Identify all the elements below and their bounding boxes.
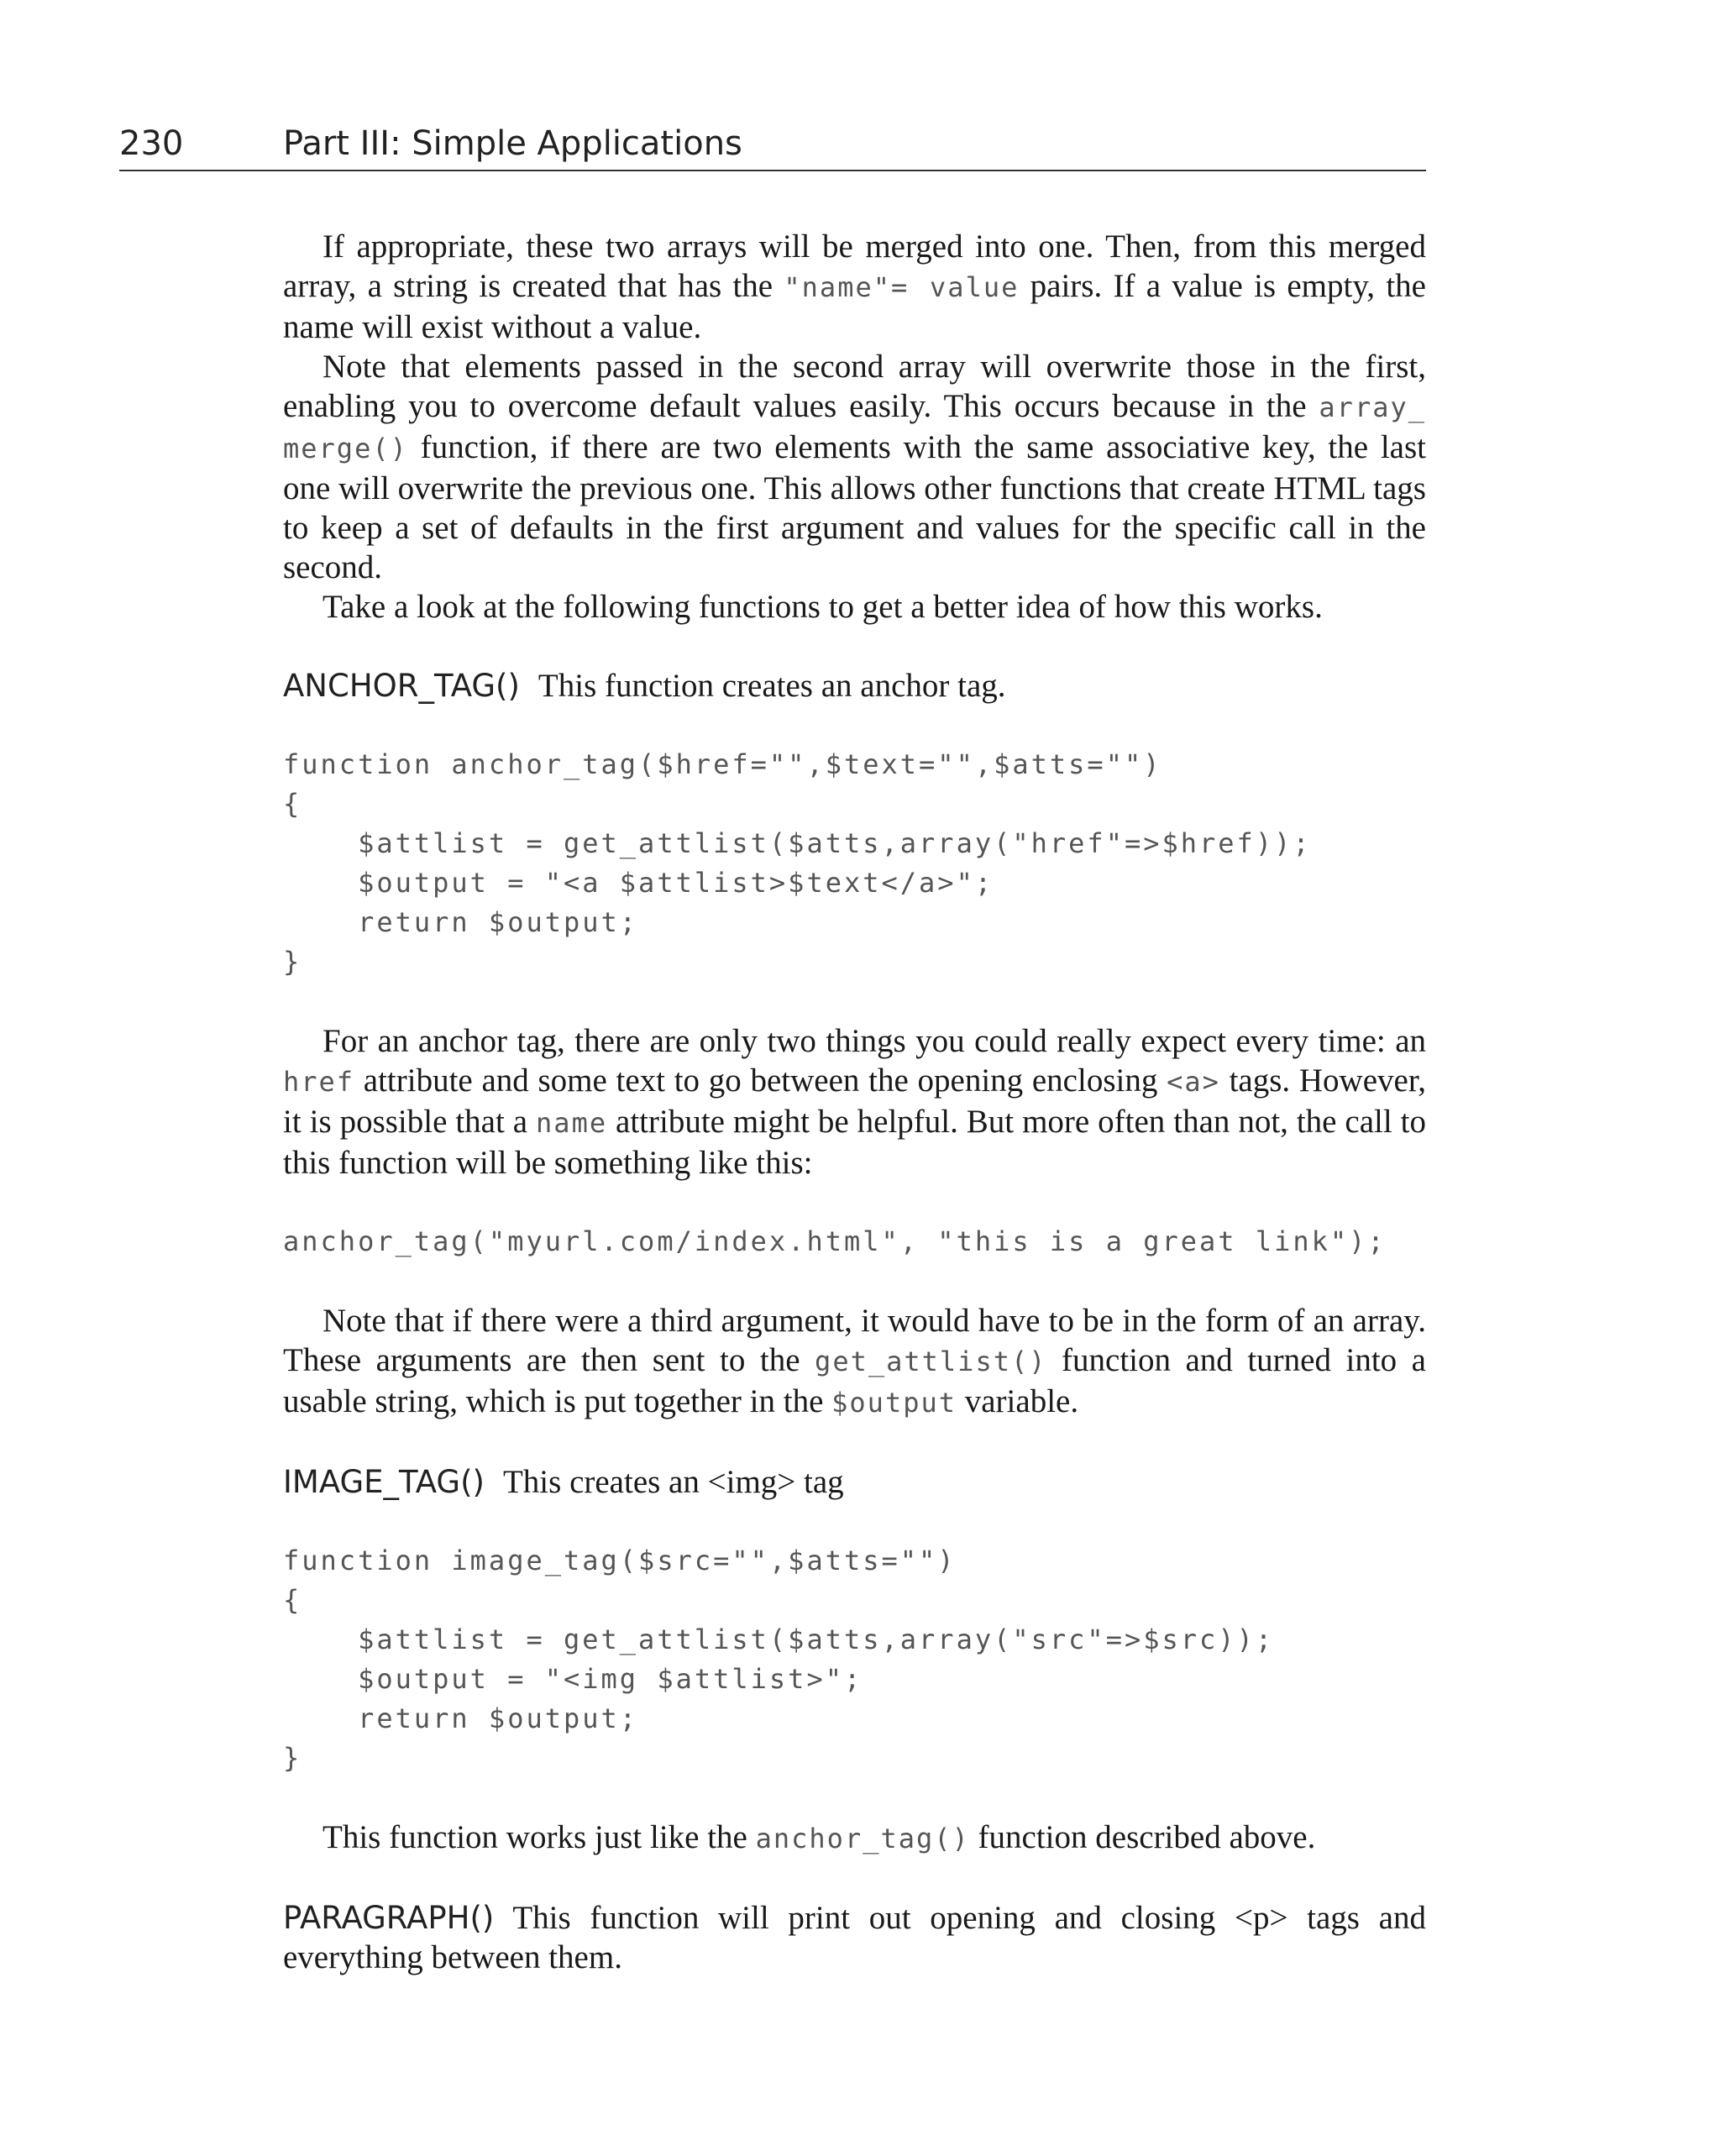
paragraph-third-argument: Note that if there were a third argument, it would have to be in the form of an array. These arguments are then sent to the get_attlist() function and turned into a usable string, which is put together in the $output variable. [283,1303,1426,1419]
paragraph-works-like-anchor: This function works just like the anchor_tag() function described above. [322,1819,1316,1855]
inline-code: name [536,1107,608,1139]
function-description: This creates an <img> tag [502,1464,844,1500]
anchor-tag-section-heading [283,666,1426,706]
running-header [119,118,1426,171]
paragraph-section-heading [283,1898,1426,1977]
inline-code: <a> [1167,1066,1220,1098]
inline-code: array_ merge() [283,391,1426,464]
anchor-tag-code-block: function anchor_tag($href="",$text="",$atts="") { $attlist = get_attlist($atts,array("href"=>$href)); $output = "<a $attlist>$text</a>"; return $output; } [283,748,1312,978]
paragraph-merge-arrays: If appropriate, these two arrays will be merged into one. Then, from this merged array, a string is created that has the "name"= value pairs. If a value is empty, the name will exist without a value. [283,228,1426,345]
inline-code: get_attlist() [815,1346,1047,1377]
page-body [283,227,1426,1977]
image-tag-code-block: function image_tag($src="",$atts="") { $attlist = get_attlist($atts,array("src"=>$src)); $output = "<img $attlist>"; return $output; } [283,1545,1275,1774]
anchor-tag-call-example: anchor_tag("myurl.com/index.html", "this is a great link"); [283,1225,1387,1257]
inline-code: anchor_tag() [755,1823,970,1854]
function-heading: IMAGE_TAG() [283,1464,485,1500]
part-title: Part III: Simple Applications [283,124,742,163]
function-description: This function creates an anchor tag. [538,668,1006,704]
paragraph-overwrite: Note that elements passed in the second array will overwrite those in the first, enabling you to overcome default values easily. This occurs because in the array_ merge() function, if there are two elements with the same associative key, the last one will overwrite the previous one. This allows other functions that create HTML tags to keep a set of defaults in the first argument and values for the specific call in the second. [283,349,1426,585]
function-description: This function will print out opening and closing <p> tags and everything between them. [283,1900,1426,1975]
image-tag-section-heading [283,1462,1426,1502]
page-number: 230 [119,124,184,163]
inline-code: "name"= value [784,271,1020,303]
paragraph-take-a-look: Take a look at the following functions to get a better idea of how this works. [322,589,1323,625]
inline-code: href [283,1066,355,1098]
function-heading: ANCHOR_TAG() [283,668,520,704]
paragraph-anchor-explanation: For an anchor tag, there are only two things you could really expect every time: an href attribute and some text to go between the opening enclosing <a> tags. However, it is possible that a name attribute might be helpful. But more often than not, the call to this function will be something like this: [283,1023,1426,1181]
function-heading: PARAGRAPH() [283,1900,495,1936]
inline-code: $output [831,1387,957,1419]
